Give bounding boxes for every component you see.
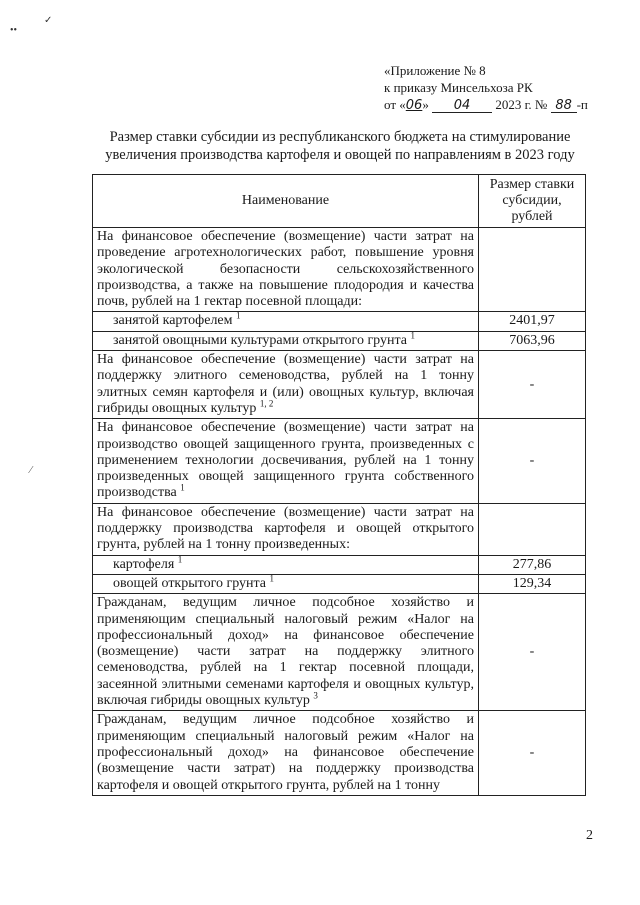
subsidy-table: [92, 174, 586, 796]
table-row: На финансовое обеспечение (возмещение) части затрат на проведение агротехнологических работ, повышение уровня экологической безопасности сельскохозяйственного производства, а также на повышение плодородия и качества почв, рублей на 1 гектар посевной площади:: [93, 228, 586, 312]
table-header-row: [93, 175, 586, 228]
order-day: 06: [405, 98, 423, 113]
table-row: Гражданам, ведущим личное подсобное хозяйство и применяющим специальный налоговый режим «Налог на профессиональный доход» на финансовое обеспечение (возмещение) части затрат на поддержку элитного семеноводства, рублей на 1 гектар посевной площади, засеянной элитными семенами картофеля и овощных культур, включая гибриды овощных культур $^3$ -: [93, 594, 586, 711]
scan-speck: ••: [10, 25, 18, 36]
document-title: Размер ставки субсидии из республиканского бюджета на стимулирование увеличения производства картофеля и овощей по направлениям в 2023 году: [105, 129, 575, 163]
order-number: 88: [551, 99, 577, 113]
scan-speck: ⁄: [30, 465, 32, 476]
appendix-line-3: от «06» 04 2023 г. № 88 -п: [384, 97, 588, 113]
appendix-line-2: к приказу Минсельхоза РК: [384, 80, 533, 95]
page-number: 2: [586, 828, 593, 843]
scan-speck: ✓: [44, 15, 53, 26]
header-name: Наименование: [93, 175, 479, 228]
table-row: Гражданам, ведущим личное подсобное хозяйство и применяющим специальный налоговый режим «Налог на профессиональный доход» на финансовое обеспечение (возмещение части затрат) на поддержку производства картофеля и овощей открытого грунта, рублей на 1 тонну -: [93, 711, 586, 795]
table-row: На финансовое обеспечение (возмещение) части затрат на производство овощей защищенного грунта, произведенных с применением технологии досвечивания, рублей на 1 тонну произведенных овощей защищенного грунта собственного производства $^1$ -: [93, 419, 586, 503]
appendix-line-1: «Приложение № 8: [384, 63, 486, 78]
table-row: На финансовое обеспечение (возмещение) части затрат на поддержку производства картофеля и овощей открытого грунта, рублей на 1 тонну произведенных:: [93, 503, 586, 555]
order-month: 04: [432, 99, 492, 113]
table-row: На финансовое обеспечение (возмещение) части затрат на поддержку элитного семеноводства, рублей на 1 тонну элитных семян картофеля и (или) овощных культур, включая гибриды овощных культур $^{1, 2}$ -: [93, 351, 586, 419]
appendix-header: [384, 62, 588, 114]
table-row: занятой овощными культурами открытого грунта $^1$ 7063,96: [93, 331, 586, 350]
header-value: Размер ставки субсидии, рублей: [479, 175, 586, 228]
table-row: картофеля $^1$ 277,86: [93, 555, 586, 574]
table-row: занятой картофелем $^1$ 2401,97: [93, 312, 586, 331]
table-row: овощей открытого грунта $^1$ 129,34: [93, 574, 586, 593]
